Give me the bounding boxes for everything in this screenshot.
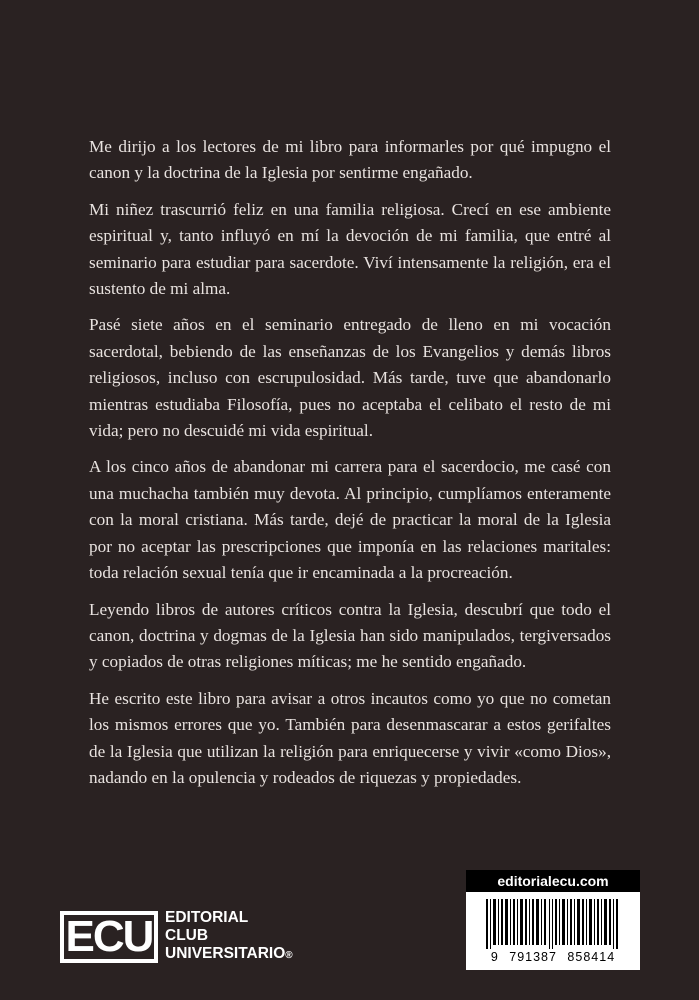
paragraph-2: Mi niñez trascurrió feliz en una familia religiosa. Crecí en ese ambiente espiritual y, tanto influyó en mí la devoción de mi familia, que entré al seminario para estudiar para sacerdote. Viví intensamente la religión, era el sustento de mi alma. <box>89 199 611 299</box>
paragraph-3: Pasé siete años en el seminario entregado de lleno en mi vocación sacerdotal, bebiendo de las enseñanzas de los Evangelios y demás libros religiosos, incluso con escrupulosidad. Más tarde, tuve que abandonarlo mientras estudiaba Filosofía, pues no aceptaba el celibato el resto de mi vida; pero no descuidé mi vida espiritual. <box>89 315 611 441</box>
publisher-line-2: CLUB <box>165 927 209 944</box>
registered-mark: ® <box>285 950 293 961</box>
publisher-logo <box>60 908 293 966</box>
paragraph-5: Leyendo libros de autores críticos contra la Iglesia, descubrí que todo el canon, doctrina y dogmas de la Iglesia han sido manipulados, tergiversados y copiados de otras religiones míticas; me he sentido engañado. <box>89 599 611 672</box>
publisher-line-3 <box>165 945 293 965</box>
publisher-website: editorialecu.com <box>466 870 640 892</box>
synopsis-text <box>89 134 611 801</box>
isbn-barcode-box <box>466 870 640 970</box>
isbn-number: 9 791387 858414 <box>490 950 616 964</box>
publisher-name <box>165 909 293 965</box>
paragraph-4: A los cinco años de abandonar mi carrera para el sacerdocio, me casé con una muchacha también muy devota. Al principio, cumplíamos enteramente con la moral cristiana. Más tarde, dejé de practicar la moral de la Iglesia por no aceptar las prescripciones que imponía en las relaciones maritales: toda relación sexual tenía que ir encaminada a la procreación. <box>89 457 611 583</box>
publisher-line-1: EDITORIAL <box>165 909 249 926</box>
paragraph-1: Me dirijo a los lectores de mi libro para informarles por qué impugno el canon y la doctrina de la Iglesia por sentirme engañado. <box>89 137 611 183</box>
publisher-line-3-text: UNIVERSITARIO <box>165 945 286 962</box>
barcode-icon <box>486 899 620 949</box>
paragraph-6: He escrito este libro para avisar a otros incautos como yo que no cometan los mismos errores que yo. También para desenmascarar a estos gerifaltes de la Iglesia que utilizan la religión para enriquecerse y vivir «como Dios», nadando en la opulencia y rodeados de riquezas y propiedades. <box>89 688 611 787</box>
ecu-logo-mark: ECU <box>60 911 158 963</box>
